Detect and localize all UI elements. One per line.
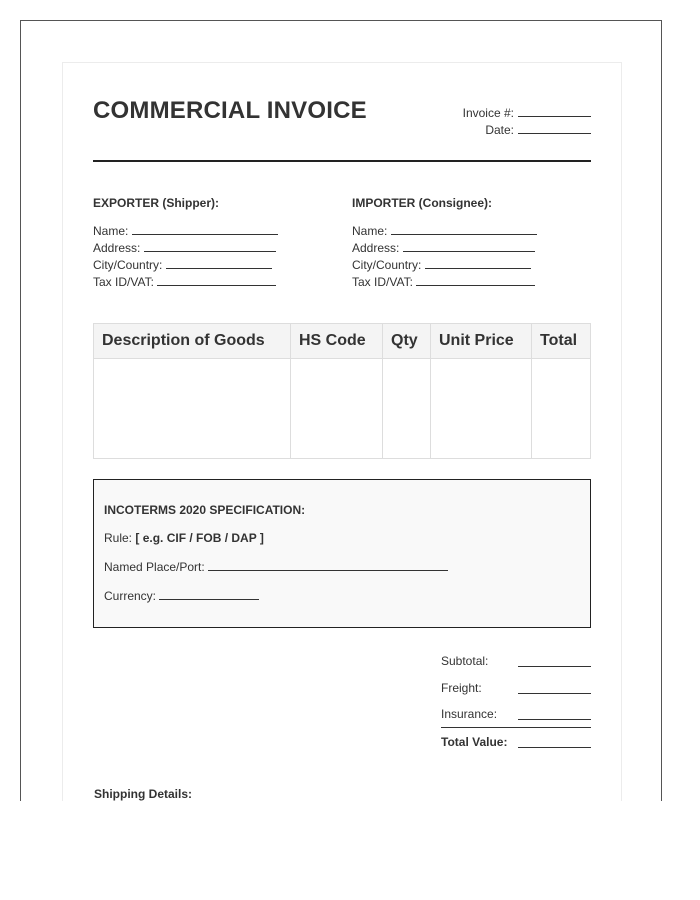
column-header-total: Total: [532, 324, 591, 359]
importer-tax-label: Tax ID/VAT:: [352, 275, 413, 289]
insurance-label: Insurance:: [441, 707, 498, 721]
goods-table-header-row: [94, 324, 591, 359]
subtotal-blank: [518, 666, 591, 667]
table-cell-qty: [383, 359, 431, 459]
exporter-address-label: Address:: [93, 241, 141, 255]
totals-divider: [441, 727, 591, 728]
invoice-date-label: Date:: [485, 123, 514, 137]
column-header-hs-code: HS Code: [291, 324, 383, 359]
exporter-address-field: [93, 241, 276, 255]
table-row: [94, 359, 591, 459]
table-cell-unit-price: [431, 359, 532, 459]
importer-address-field: [352, 241, 535, 255]
importer-tax-blank: [416, 275, 535, 286]
importer-address-blank: [403, 241, 535, 252]
exporter-name-blank: [132, 224, 278, 235]
goods-table: [93, 323, 591, 459]
incoterms-place-blank: [208, 560, 448, 571]
subtotal-label: Subtotal:: [441, 654, 489, 668]
exporter-tax-field: [93, 275, 276, 289]
importer-city-blank: [425, 258, 531, 269]
freight-blank: [518, 693, 591, 694]
exporter-city-label: City/Country:: [93, 258, 163, 272]
incoterms-heading: INCOTERMS 2020 SPECIFICATION:: [104, 503, 306, 517]
importer-heading: IMPORTER (Consignee):: [352, 196, 492, 210]
insurance-blank: [518, 719, 591, 720]
header-divider: [93, 160, 591, 162]
importer-city-label: City/Country:: [352, 258, 422, 272]
incoterms-currency-blank: [159, 589, 259, 600]
column-header-unit-price: Unit Price: [431, 324, 532, 359]
incoterms-rule-label: Rule:: [104, 531, 133, 545]
importer-name-label: Name:: [352, 224, 388, 238]
exporter-city-field: [93, 258, 272, 272]
exporter-address-blank: [144, 241, 276, 252]
incoterms-place-field: [104, 560, 448, 574]
invoice-date-blank: [518, 123, 591, 134]
invoice-title: COMMERCIAL INVOICE: [93, 97, 367, 124]
importer-name-blank: [391, 224, 537, 235]
invoice-number-field: [461, 106, 591, 120]
exporter-tax-label: Tax ID/VAT:: [93, 275, 154, 289]
incoterms-rule-value: [ e.g. CIF / FOB / DAP ]: [135, 531, 264, 545]
table-cell-description: [94, 359, 291, 459]
shipping-details-heading: Shipping Details:: [94, 787, 193, 801]
exporter-name-label: Name:: [93, 224, 129, 238]
column-header-qty: Qty: [383, 324, 431, 359]
incoterms-box: [93, 479, 591, 628]
importer-tax-field: [352, 275, 535, 289]
table-cell-hs-code: [291, 359, 383, 459]
invoice-date-field: [461, 123, 591, 137]
exporter-name-field: [93, 224, 278, 238]
freight-label: Freight:: [441, 681, 482, 695]
incoterms-rule-field: [104, 531, 264, 545]
exporter-heading: EXPORTER (Shipper):: [93, 196, 220, 210]
column-header-description: Description of Goods: [94, 324, 291, 359]
total-value-blank: [518, 747, 591, 748]
incoterms-currency-field: [104, 589, 259, 603]
importer-address-label: Address:: [352, 241, 400, 255]
total-value-label: Total Value:: [441, 735, 508, 749]
table-cell-total: [532, 359, 591, 459]
exporter-city-blank: [166, 258, 272, 269]
incoterms-currency-label: Currency:: [104, 589, 157, 603]
invoice-number-blank: [518, 106, 591, 117]
exporter-tax-blank: [157, 275, 276, 286]
document-frame: [20, 20, 662, 801]
importer-city-field: [352, 258, 531, 272]
invoice-page: [62, 62, 622, 801]
incoterms-place-label: Named Place/Port:: [104, 560, 205, 574]
invoice-number-label: Invoice #:: [462, 106, 514, 120]
importer-name-field: [352, 224, 537, 238]
